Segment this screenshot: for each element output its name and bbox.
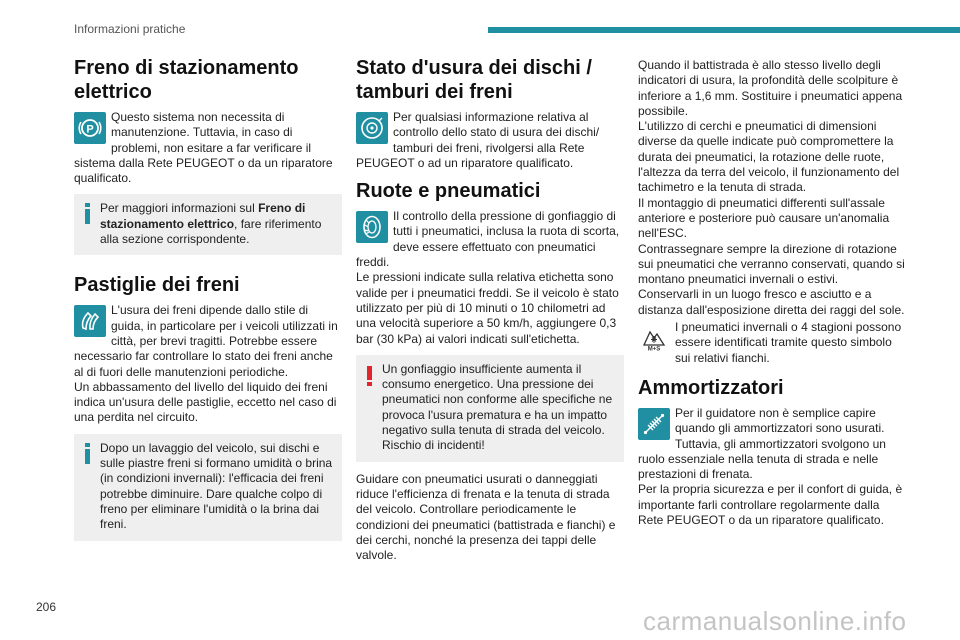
info-text-pre: Per maggiori informazioni sul <box>100 201 259 216</box>
header-title: Informazioni pratiche <box>74 22 186 36</box>
shocks-text-2: Per la propria sicurezza e per il confort di guida, è importante farli controllare regolarmente dalla Rete PEUGEOT o da un riparatore qualificato. <box>638 482 903 528</box>
section-title-shocks: Ammortizzatori <box>638 376 784 399</box>
shocks-block <box>638 406 906 528</box>
winter-tyre-block <box>638 320 906 366</box>
park-brake-text: Questo sistema non necessita di manutenzione. Tuttavia, in caso di problemi, non esitare a far verificare il sistema dalla Rete PEUGEOT o da un riparatore qualificato. <box>74 110 333 186</box>
tyres-text-2: Le pressioni indicate sulla relativa etichetta sono valide per i pneumatici freddi. Se il veicolo è stato utilizzato per più di 10 minuti o 10 chilometri ad una velocità superiore a 50 km/h, aggiungere 0,3 bar (30 kPa) ai valori indicati sull'etichetta. <box>356 270 619 346</box>
tyre-icon <box>356 211 388 243</box>
svg-text:P: P <box>86 123 94 136</box>
discs-block <box>356 110 624 171</box>
section-title-brake-pads: Pastiglie dei freni <box>74 274 240 297</box>
watermark: carmanualsonline.info <box>643 606 907 636</box>
brake-pads-text-2: Un abbassamento del livello del liquido dei freni indica un'usura delle pastiglie, eccetto nel caso di una perdita nel circuito. <box>74 379 337 425</box>
tyres-warning-text: Un gonfiaggio insufficiente aumenta il consumo energetico. Una pressione dei pneumatici non conforme alle specifiche ne provoca l'usura prematura e ha un impatto negativo sulla tenuta di strada del veicolo. Rischio di incidenti! <box>382 361 613 453</box>
park-brake-icon <box>74 112 106 144</box>
section-title-discs: Stato d'usura dei dischi / tamburi dei freni <box>356 57 592 103</box>
warning-icon <box>365 364 374 386</box>
brake-pads-block <box>74 303 342 425</box>
column-1 <box>74 56 342 551</box>
tyres-rotation-text: Contrassegnare sempre la direzione di rotazione sui pneumatici che verranno conservati, quando si montano pneumatici invernali o estivi. <box>638 241 905 287</box>
warning-box-tyres <box>356 355 624 462</box>
info-icon <box>83 203 92 225</box>
winter-tyre-label: M+S <box>647 346 661 352</box>
tyres-axle-text: Il montaggio di pneumatici differenti sull'assale anteriore e posteriore può causare un'anomalia nell'ESC. <box>638 195 890 241</box>
brake-pads-info-text: Dopo un lavaggio del veicolo, sui dischi e sulle piastre freni si formano umidità o brina (in condizioni invernali): l'efficacia dei freni potrebbe diminuire. Dare qualche colpo di freno per eliminare l'umidità o la brina dai freni. <box>100 440 333 532</box>
winter-tyre-text: I pneumatici invernali o 4 stagioni possono essere identificati tramite questo simbolo sui relativi fianchi. <box>675 320 902 365</box>
park-brake-block <box>74 110 342 186</box>
brake-disc-icon <box>356 112 388 144</box>
info-icon <box>83 443 92 465</box>
brake-pads-icon <box>74 305 106 337</box>
column-3 <box>638 58 906 528</box>
winter-tyre-icon <box>638 322 670 354</box>
tyres-text-1: Il controllo della pressione di gonfiaggio di tutti i pneumatici, inclusa la ruota di scorta, deve essere effettuato con pneumatici freddi. <box>356 209 620 270</box>
discs-text: Per qualsiasi informazione relativa al controllo dello stato di usura dei dischi/ tamburi dei freni, rivolgersi alla Rete PEUGEOT o ad un riparatore qualificato. <box>356 110 600 170</box>
shocks-text-1: Per il guidatore non è semplice capire quando gli ammortizzatori sono usurati. Tuttavia, gli ammortizzatori svolgono un ruolo essenziale nella tenuta di strada e nelle prestazioni di frenata. <box>638 405 886 482</box>
column-2 <box>356 56 624 563</box>
info-text-bold: Freno di stazionamento elettrico <box>100 201 306 231</box>
info-box-park-brake <box>74 194 342 255</box>
header-accent-bar <box>488 27 960 33</box>
tyres-block <box>356 209 624 347</box>
section-title-tyres: Ruote e pneumatici <box>356 180 541 203</box>
tyres-size-text: L'utilizzo di cerchi e pneumatici di dimensioni diverse da quelle indicate può compromettere la durata dei pneumatici, la rotazione delle ruote, l'altezza da terra del veicolo, il funzionamento del tachimetro e la tenuta di strada. <box>638 119 900 195</box>
brake-pads-text-1: L'usura dei freni dipende dallo stile di guida, in particolare per i veicoli utilizzati in città, per brevi tragitti. Potrebbe essere necessario far controllare lo stato dei freni anche al di fuori delle manutenzioni periodiche. <box>74 303 338 379</box>
tyres-storage-text: Conservarli in un luogo fresco e asciutto e a distanza dall'esposizione diretta dei raggi del sole. <box>638 287 905 317</box>
tyres-text-3: Guidare con pneumatici usurati o danneggiati riduce l'efficienza di frenata e la tenuta di strada del veicolo. Controllare periodicamente le condizioni dei pneumatici (battistrada e fianchi) e dei cerchi, nonché la presenza dei tappi delle valvole. <box>356 471 616 563</box>
page-number: 206 <box>36 600 57 614</box>
section-title-park-brake: Freno di stazionamento elettrico <box>74 57 299 103</box>
info-text-post: , fare riferimento alla sezione corrispondente. <box>100 216 322 247</box>
tyres-wear-text: Quando il battistrada è allo stesso livello degli indicatori di usura, la profondità delle scolpiture è inferiore a 1,6 mm. Sostituire i pneumatici appena possibile. <box>638 58 903 118</box>
info-box-brake-pads <box>74 434 342 541</box>
shock-absorber-icon <box>638 408 670 440</box>
